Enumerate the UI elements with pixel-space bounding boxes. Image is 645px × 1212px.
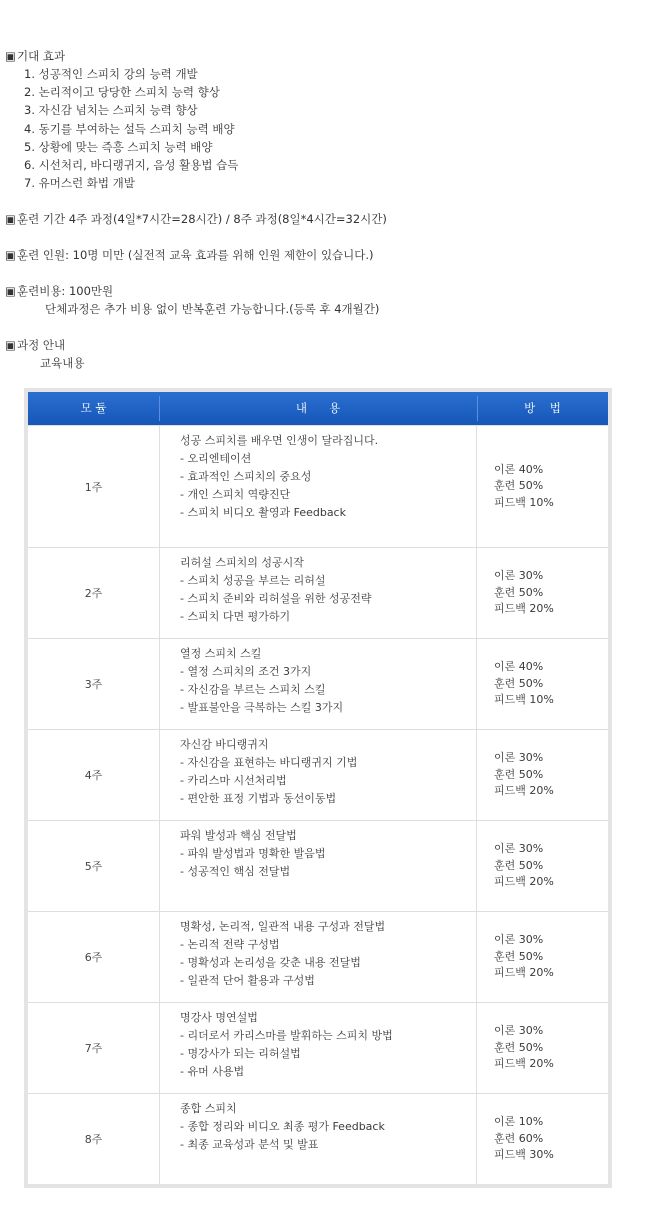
method-cell [477, 426, 608, 547]
content-item: - 유머 사용법 [180, 1065, 245, 1078]
content-title: 명확성, 논리적, 일관적 내용 구성과 전달법 [180, 920, 386, 933]
square-bullet-icon: ▣ [5, 212, 16, 227]
module-cell: 2주 [84, 587, 103, 600]
content-item: - 카리스마 시선처리법 [180, 774, 287, 787]
method-item: 피드백 20% [494, 1057, 554, 1071]
table-row [28, 729, 608, 820]
cost-title: 훈련비용: 100만원 [17, 284, 114, 299]
list-item: 7. 유머스런 화법 개발 [24, 176, 135, 191]
table-header [28, 392, 608, 425]
content-cell [159, 821, 477, 911]
content-item: - 스피치 준비와 리허설을 위한 성공전략 [180, 592, 372, 605]
method-item: 이론 30% [494, 842, 544, 856]
module-cell: 8주 [84, 1133, 103, 1146]
method-item: 피드백 20% [494, 875, 554, 889]
cost-line [5, 282, 635, 300]
content-cell [159, 912, 477, 1002]
method-item: 피드백 10% [494, 693, 554, 707]
course-info [5, 47, 635, 372]
method-item: 이론 30% [494, 933, 544, 947]
method-cell [477, 912, 608, 1002]
square-bullet-icon: ▣ [5, 284, 16, 299]
method-item: 훈련 60% [494, 1131, 544, 1145]
content-item: - 리더로서 카리스마를 발휘하는 스피치 방법 [180, 1029, 393, 1042]
list-item: 6. 시선처리, 바디랭귀지, 음성 활용법 습득 [24, 157, 239, 172]
content-cell [159, 1094, 477, 1184]
method-item: 훈련 50% [494, 949, 544, 963]
method-cell [477, 821, 608, 911]
effects-heading [5, 47, 635, 65]
content-item: - 편안한 표정 기법과 동선이동법 [180, 792, 337, 805]
header-module: 모 듈 [80, 401, 107, 415]
method-item: 피드백 10% [494, 495, 554, 509]
content-item: - 스피치 다면 평가하기 [180, 610, 291, 623]
cost-note: 단체과정은 추가 비용 없이 반복훈련 가능합니다.(등록 후 4개월간) [45, 302, 380, 317]
method-item: 피드백 20% [494, 784, 554, 798]
method-cell [477, 1094, 608, 1184]
guide-sub: 교육내용 [40, 356, 85, 371]
method-item: 이론 40% [494, 660, 544, 674]
method-item: 훈련 50% [494, 676, 544, 690]
effects-title: 기대 효과 [17, 49, 66, 63]
method-item: 훈련 50% [494, 479, 544, 493]
guide-title: 과정 안내 [17, 338, 66, 353]
content-item: - 오리엔테이션 [180, 452, 252, 465]
method-item: 이론 30% [494, 569, 544, 583]
content-cell [159, 639, 477, 729]
module-cell: 3주 [84, 678, 103, 691]
content-item: - 명확성과 논리성을 갖춘 내용 전달법 [180, 956, 361, 969]
square-bullet-icon: ▣ [5, 49, 16, 63]
method-item: 피드백 30% [494, 1148, 554, 1162]
method-item: 이론 30% [494, 751, 544, 765]
content-title: 파워 발성과 핵심 전달법 [180, 829, 297, 842]
effects-list [5, 65, 635, 192]
method-item: 피드백 20% [494, 966, 554, 980]
list-item: 5. 상황에 맞는 즉흥 스피치 능력 배양 [24, 139, 213, 154]
content-item: - 자신감을 표현하는 바디랭귀지 기법 [180, 756, 358, 769]
method-cell [477, 1003, 608, 1093]
content-item: - 스피치 성공을 부르는 리허설 [180, 574, 326, 587]
square-bullet-icon: ▣ [5, 248, 16, 263]
table-row [28, 638, 608, 729]
content-title: 종합 스피치 [180, 1102, 237, 1115]
content-item: - 파워 발성법과 명확한 발음법 [180, 847, 326, 860]
method-item: 이론 40% [494, 462, 544, 476]
period-text: 훈련 기간 4주 과정(4일*7시간=28시간) / 8주 과정(8일*4시간=32시간) [17, 212, 387, 227]
content-title: 성공 스피치를 배우면 인생이 달라집니다. [180, 434, 379, 447]
content-item: - 논리적 전략 구성법 [180, 938, 280, 951]
method-cell [477, 639, 608, 729]
content-cell [159, 1003, 477, 1093]
content-item: - 일관적 단어 활용과 구성법 [180, 974, 315, 987]
table-row [28, 1093, 608, 1184]
method-item: 훈련 50% [494, 585, 544, 599]
content-item: - 종합 정리와 비디오 최종 평가 Feedback [180, 1120, 385, 1133]
method-item: 피드백 20% [494, 602, 554, 616]
people-text: 훈련 인원: 10명 미만 (실전적 교육 효과를 위해 인원 제한이 있습니다.) [17, 248, 374, 263]
method-item: 훈련 50% [494, 858, 544, 872]
people-line [5, 246, 635, 264]
method-cell [477, 548, 608, 638]
table-row [28, 425, 608, 547]
method-cell [477, 730, 608, 820]
module-cell: 1주 [84, 480, 103, 494]
content-item: - 최종 교육성과 분석 및 발표 [180, 1138, 319, 1151]
method-item: 훈련 50% [494, 1040, 544, 1054]
table-row [28, 1002, 608, 1093]
period-line [5, 210, 635, 228]
curriculum-table-body [28, 392, 608, 1184]
content-title: 명강사 명연설법 [180, 1011, 258, 1024]
method-item: 이론 30% [494, 1024, 544, 1038]
content-item: - 명강사가 되는 리허설법 [180, 1047, 301, 1060]
curriculum-table [24, 388, 612, 1188]
content-item: - 발표불안을 극복하는 스킬 3가지 [180, 701, 344, 714]
square-bullet-icon: ▣ [5, 338, 16, 353]
table-row [28, 911, 608, 1002]
content-cell [159, 730, 477, 820]
module-cell: 4주 [84, 769, 103, 782]
method-item: 이론 10% [494, 1115, 544, 1129]
module-cell: 7주 [84, 1042, 103, 1055]
header-method: 방 법 [524, 401, 561, 415]
list-item: 1. 성공적인 스피치 강의 능력 개발 [24, 67, 198, 81]
module-cell: 5주 [84, 860, 103, 873]
content-cell [159, 426, 477, 547]
module-cell: 6주 [84, 951, 103, 964]
header-content: 내 용 [295, 401, 341, 415]
content-item: - 열정 스피치의 조건 3가지 [180, 665, 312, 678]
method-item: 훈련 50% [494, 767, 544, 781]
content-title: 자신감 바디랭귀지 [180, 738, 269, 751]
content-cell [159, 548, 477, 638]
content-title: 리허설 스피치의 성공시작 [180, 556, 304, 569]
table-row [28, 820, 608, 911]
list-item: 3. 자신감 넘치는 스피치 능력 향상 [24, 103, 198, 118]
content-item: - 개인 스피치 역량진단 [180, 488, 291, 501]
content-item: - 효과적인 스피치의 중요성 [180, 470, 312, 483]
content-item: - 자신감을 부르는 스피치 스킬 [180, 683, 326, 696]
content-item: - 성공적인 핵심 전달법 [180, 865, 291, 878]
list-item: 2. 논리적이고 당당한 스피치 능력 향상 [24, 85, 220, 100]
guide-line [5, 336, 635, 354]
table-row [28, 547, 608, 638]
content-item: - 스피치 비디오 촬영과 Feedback [180, 506, 346, 519]
list-item: 4. 동기를 부여하는 설득 스피치 능력 배양 [24, 121, 235, 136]
content-title: 열정 스피치 스킬 [180, 647, 262, 660]
